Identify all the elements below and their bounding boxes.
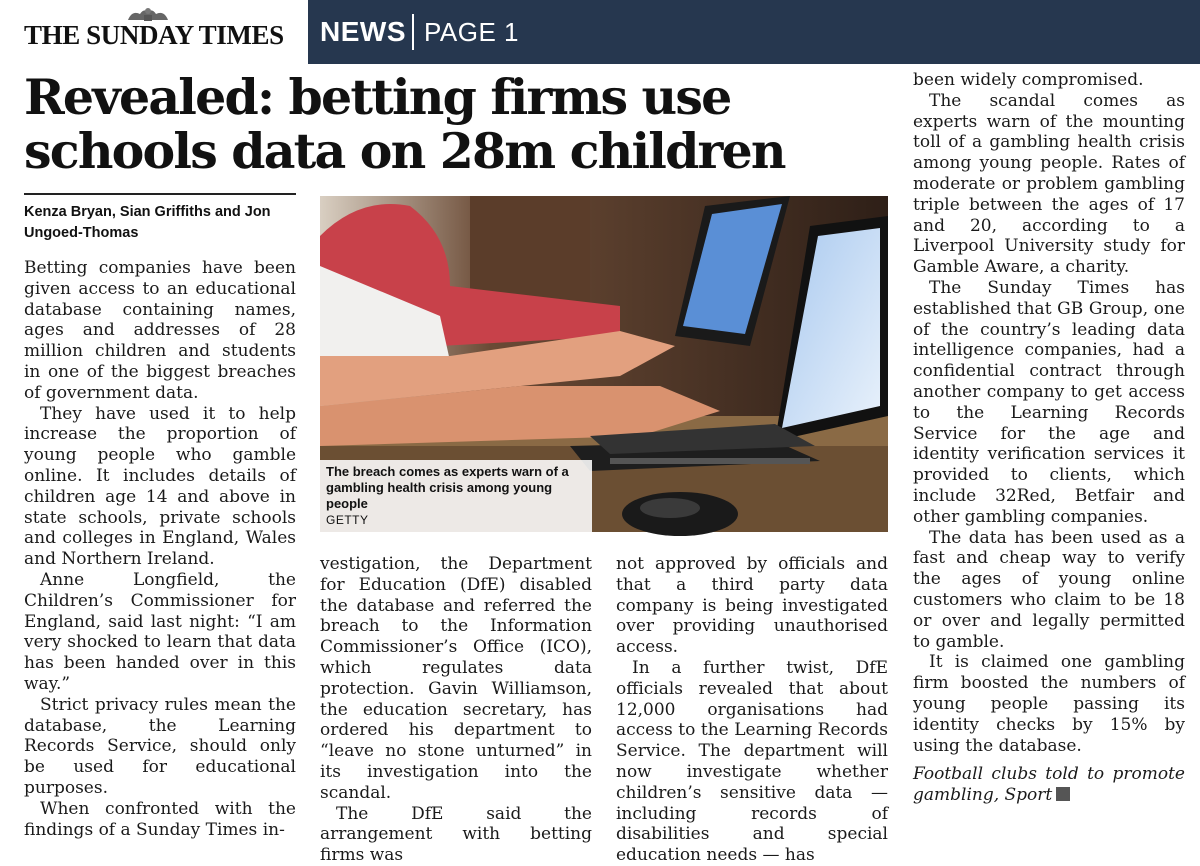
paragraph: vestigation, the Department for Education (DfE) disabled the database and referred the breach to the Information Commissioner’s Office (ICO), which regulates data protection. Gavin Williamson, the education secretary, has ordered his department to “leave no stone unturned” in its investigation into the scandal.	[320, 554, 592, 803]
paragraph: not approved by officials and that a third party data company is being investigated over providing unauthorised access.	[616, 554, 888, 658]
article-column-4	[913, 70, 1185, 806]
section-label: NEWS	[320, 16, 406, 47]
related-article-text[interactable]: Football clubs told to promote gambling, Sport	[913, 764, 1185, 806]
end-mark-icon	[1056, 787, 1070, 801]
masthead-logo-area	[0, 0, 308, 64]
newspaper-title: THE SUNDAY TIMES	[24, 20, 284, 50]
section-divider	[412, 14, 414, 50]
article-column-2	[320, 554, 592, 866]
byline: Kenza Bryan, Sian Griffiths and Jon Ungoed-Thomas	[24, 204, 271, 241]
photo-credit: GETTY	[326, 513, 369, 527]
paragraph: In a further twist, DfE officials revealed that about 12,000 organisations had access to the Learning Records Service. The department will now investigate whether children’s sensitive data — including records of disabilities and special education needs — has	[616, 657, 888, 866]
paragraph: Anne Longfield, the Children’s Commissioner for England, said last night: “I am very shocked to learn that data has been handed over in this way.”	[24, 569, 296, 694]
paragraph: Strict privacy rules mean the database, the Learning Records Service, should only be used for educational purposes.	[24, 694, 296, 798]
paragraph: Betting companies have been given access to an educational database containing names, ages and addresses of 28 million children and students in one of the biggest breaches of government data.	[24, 258, 296, 403]
headline: Revealed: betting firms use schools data on 28m children	[24, 68, 785, 180]
paragraph: The data has been used as a fast and cheap way to verify the ages of young online customers who claim to be 18 or over and legally permitted to gamble.	[913, 527, 1185, 652]
photo-caption	[320, 460, 592, 532]
paragraph: They have used it to help increase the proportion of young people who gamble online. It includes details of children age 14 and above in state schools, private schools and colleges in England, Wales and Northern Ireland.	[24, 403, 296, 570]
article-column-3	[616, 554, 888, 866]
related-article-link[interactable]	[913, 764, 1185, 806]
caption-text: The breach comes as experts warn of a gambling health crisis among young people	[326, 464, 569, 511]
byline-rule	[24, 193, 296, 195]
paragraph: It is claimed one gambling firm boosted the numbers of young people passing its identity checks by 15% by using the database.	[913, 652, 1185, 756]
paragraph: When confronted with the findings of a Sunday Times in-	[24, 798, 296, 840]
masthead	[0, 0, 1200, 64]
section-bar	[308, 0, 1200, 64]
paragraph: The DfE said the arrangement with betting firms was	[320, 803, 592, 866]
paragraph: The scandal comes as experts warn of the mounting toll of a gambling health crisis among young people. Rates of moderate or problem gambling triple between the ages of 17 and 20, according to a Liverpool University study for Gamble Aware, a charity.	[913, 90, 1185, 278]
article-column-1	[24, 258, 296, 840]
page-label: PAGE 1	[424, 17, 520, 47]
paragraph: The Sunday Times has established that GB Group, one of the country’s leading data intelligence companies, had a confidential contract through another company to get access to the Learning Records Service for the age and identity verification services it provided to clients, which include 32Red, Betfair and other gambling companies.	[913, 277, 1185, 527]
paragraph: been widely compromised.	[913, 70, 1144, 90]
